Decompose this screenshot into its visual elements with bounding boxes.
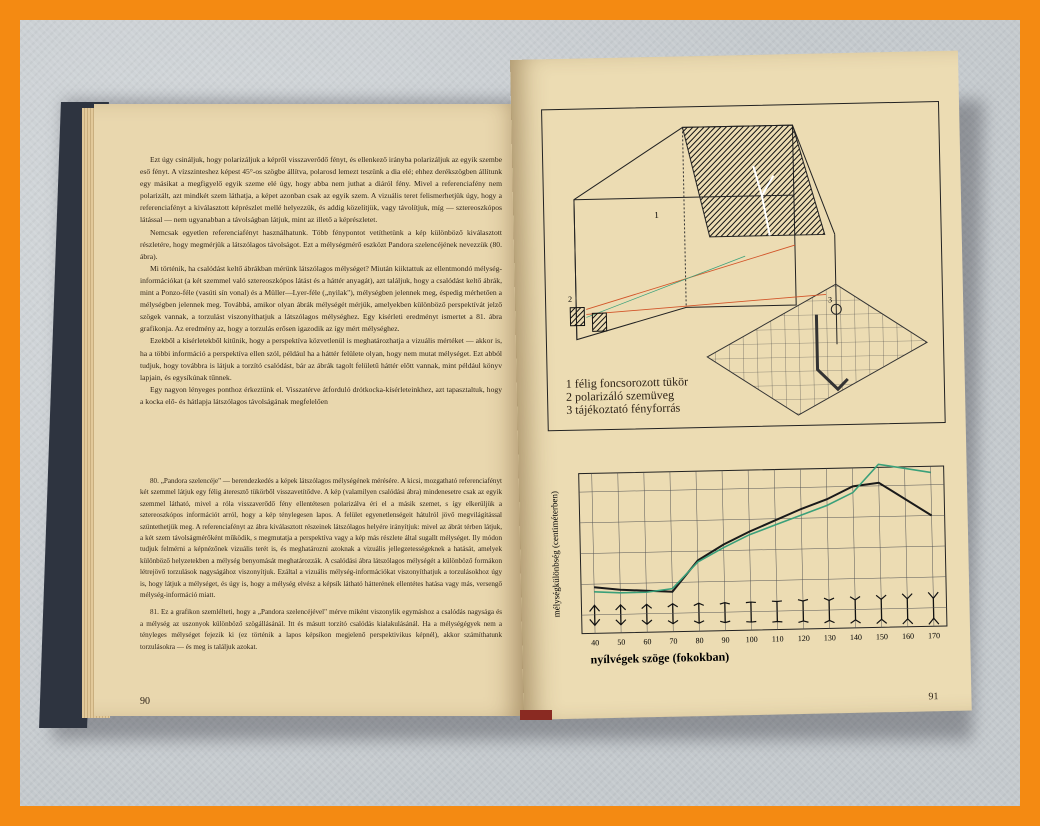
- grid-line-y: [580, 515, 945, 523]
- fig-label: 2: [567, 294, 573, 304]
- x-tick-label: 150: [875, 632, 889, 642]
- grid-line-y: [580, 546, 945, 554]
- x-tick-label: 90: [721, 635, 730, 645]
- legend-item: 1 félig foncsorozott tükör: [565, 374, 689, 391]
- page-number-right: 91: [928, 691, 939, 703]
- figure-legend: [566, 375, 689, 417]
- spine-ribbon: [520, 710, 552, 720]
- right-page: [510, 51, 972, 720]
- page-number-left: 90: [140, 696, 150, 707]
- x-tick-label: 170: [928, 631, 941, 641]
- figure-80-box: [541, 101, 946, 431]
- x-tick-label: 140: [849, 632, 863, 643]
- fin-figure: [772, 621, 782, 622]
- x-tick-label: 60: [643, 637, 652, 647]
- x-tick-label: 70: [669, 636, 678, 646]
- grid-line-y: [581, 577, 946, 585]
- y-axis-label: mélységkülönbség (centiméterben): [549, 490, 562, 618]
- paragraph: Egy nagyon lényeges ponthoz érkeztünk el. Visszatérve átforduló drótkocka-kísérleteinkhez, azt tapasztaltuk, hogy a kocka elő- és hátlapja látszólagos távolságának megfelelően: [140, 384, 502, 406]
- polarizer-left: [570, 308, 584, 326]
- x-tick-label: 120: [797, 633, 810, 644]
- x-axis-label: nyílvégek szöge (fokokban): [590, 649, 730, 667]
- figure-captions: [140, 476, 502, 659]
- fin-figure: [746, 622, 756, 623]
- paragraph: Mi történik, ha csalódást keltő ábrákban mérünk látszólagos mélységet? Miután kiiktattuk az ellentmondó mélység-információkat (a két szemmel való sztereoszkópos látást és a háttér anyagát), azt találjuk, hogy a csalódást keltő ábrák, mint a Ponzo-féle (vasúti sín vonal) és a Müller—Lyer-féle („nyilak"), mélységben jelennek meg, éspedig mérhetően a mélységben jelennek meg. Továbbá, amikor olyan ábrák mélységét mérjük, amelyekben különböző perspektívát jelző szögek vannak, a torzulást viszonyíthatjuk a látszólagos mélységhez. Egy kísérleti eredményt ismertet a 81. ábra grafikonja. Az eredmény az, hogy a torzulás erősen igazodik az így mért mélységhez.: [140, 263, 502, 334]
- fig-label: 3: [827, 295, 833, 305]
- fig-label: 1: [654, 209, 659, 221]
- paragraph: Ezt úgy csináljuk, hogy polarizáljuk a képről visszaverődő fényt, és ellenkező irányba polarizáljuk az egyik szembe eső fényt. A vízszinteshez képest 45°-os szögbe állítva, polarosd lemezt teszünk a dia elé; ehhez derékszögben állítunk egy másikat a megfigyelő egyik szeme elé úgy, hogy abba nem juthat a diáról fény. Mivel a referenciafény nem polarizált, azt mindkét szem láthatja, a képet azonban csak az egyik szem. A vizuális teret felismerhetjük úgy, hogy a referenciafényt a kiválasztott képrészlet mellé helyezzük, és addig közelítjük, vagy távolítjuk, míg — sztereoszkópos látással — nem ugyanabban a távolságban látjuk, mint az illető a képrészletet.: [140, 155, 502, 225]
- legend-item: 3 tájékoztató fényforrás: [566, 400, 681, 417]
- x-tick-label: 110: [771, 634, 784, 644]
- body-text: [140, 154, 502, 408]
- paragraph: Ezekből a kísérletekből kitűnik, hogy a perspektíva közvetlenül is meghatározhatja a vizuális mértéket — akkor is, ha a többi információ a perspektíva ellen szól, például ha a háttér felülete olyan, hogy nem mutat mélységet. Ezt abból tudjuk, hogy továbbra is látjuk a torzító csalódást, bár az ábrák tagolt felületű háttér előtt vannak, mint például könyv lapjain, és egysíkúnak tűnnek.: [140, 336, 502, 382]
- x-tick-label: 160: [901, 631, 915, 641]
- fin-figure: [772, 601, 782, 602]
- depth-chart: [539, 461, 953, 680]
- series-line: [592, 463, 933, 593]
- half-silvered-mirror: [682, 124, 824, 237]
- grid-line-y: [582, 608, 947, 616]
- polarizer-right: [592, 313, 606, 331]
- caption-81: 81. Ez a grafikon szemlélteti, hogy a „Pandora szelencéjével" mérve miként viszonylik egymáshoz a csalódás nagysága és a mélység az uszonyok különböző szögállásánál. Itt és másutt torzító csalódás kialakulásánál. Ha a mélységégyek nem a tényleges mélységet fejezik ki (ez történik a lapos képsíkon megjelenő perspektivikus képnél), akkor számíthatunk torzulásokra — és meg is találjuk azokat.: [140, 608, 502, 651]
- x-tick-label: 130: [823, 633, 836, 643]
- left-page: [94, 104, 524, 716]
- caption-80: 80. „Pandora szelencéje" — berendezkedés a képek látszólagos mélységének mérésére. A kicsi, mozgatható referenciafényt két szemmel látjuk egy félig áteresztő tükörből visszavetítődve. A kép (valamilyen csalódási ábra) mindenesetre csak az egyik szemmel látható, mivel a róla visszaverődő fény ellentétesen polarizálva éri el a másik szemet, s így elkerüljük a sztereoszkópos információt arról, hogy a kép ténylegesen lapos. A felület egyenetlenségeit hátulról jövő megvilágítással szüntethetjük meg. A referenciafényt az ábra kiválasztott részeinek látszólagos helyére irányítjuk: mivel az ábrát térben látjuk, a két szem távolságmérőként működik, s megmutatja a perspektíva vagy a kép más részlete által sugallt mélységet. Ily módon tudjuk felmérni a képnézőnek vizuális terét is, és meghatározni azoknak a vizuális jellegzetességeknek a hatását, amelyek különböző helyzetekben a mélység benyomását meghatározzák. A csalódási ábra látszólagos mélységét a különböző formákon létrejövő torzulások nagyságához viszonyítjuk. Ezáltal a vizuális mélység-információkat viszonyíthatjuk a torzulásokhoz úgy is, hogy látjuk a mélységet, és úgy is, hogy a mélység elvész a képsík látható hátterének ellentétes hatása vagy más, versengő mélység-információ miatt.: [140, 477, 502, 600]
- legend-item: 2 polarizáló szemüveg: [565, 387, 675, 404]
- paragraph: Nemcsak egyetlen referenciafényt használhatunk. Több fénypontot vetíthetünk a kép különböző kiválasztott részletére, hogy megmérjük a látszólagos távolságot. Ezt a mélységmérő eszközt Pandora szelencéjének nevezzük (80. ábra).: [140, 227, 502, 261]
- x-tick-label: 100: [745, 634, 758, 645]
- x-tick-label: 40: [591, 638, 600, 648]
- x-tick-label: 50: [617, 637, 626, 647]
- x-tick-label: 80: [695, 636, 704, 646]
- series-line: [592, 482, 933, 594]
- fin-figure: [746, 602, 756, 603]
